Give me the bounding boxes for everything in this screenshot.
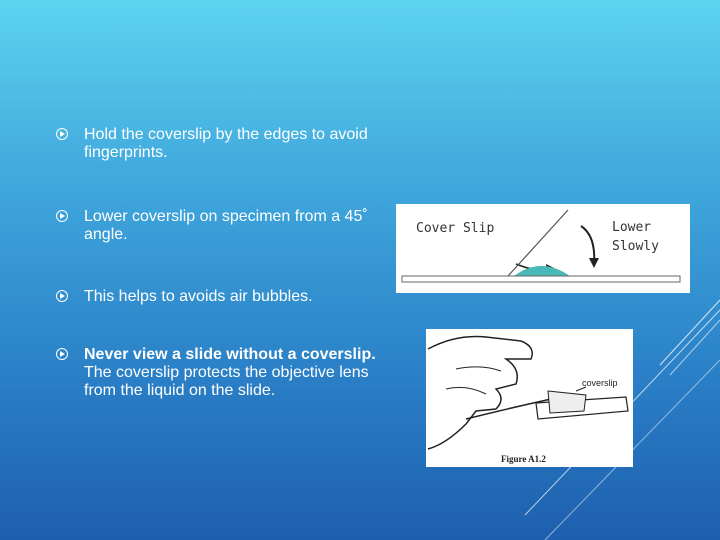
coverslip-angle-figure: [396, 204, 690, 293]
cover-slip-label: Cover Slip: [416, 221, 495, 236]
bullet-arrow-icon: [56, 210, 68, 222]
bullet-item: [56, 126, 386, 162]
bullet-item: [56, 288, 313, 306]
bullet-item: [56, 346, 386, 400]
coverslip-label: coverslip: [582, 378, 618, 388]
bullet-text: Lower coverslip on specimen from a 45˚ angle.: [84, 208, 368, 243]
slowly-label: Slowly: [612, 239, 659, 254]
bullet-text: This helps to avoids air bubbles.: [84, 288, 313, 305]
bullet-arrow-icon: [56, 128, 68, 140]
coverslip-hand-drawing: [426, 329, 633, 467]
bullet-item: [56, 208, 386, 244]
bullet-text: The coverslip protects the objective lens from the liquid on the slide.: [84, 364, 369, 399]
bullet-bold-text: Never view a slide without a coverslip.: [84, 346, 376, 363]
bullet-arrow-icon: [56, 348, 68, 360]
figure-caption: Figure A1.2: [501, 454, 546, 464]
coverslip-hand-figure: [426, 329, 633, 467]
coverslip-angle-diagram: [396, 204, 690, 293]
bullet-arrow-icon: [56, 290, 68, 302]
lower-label: Lower: [612, 220, 652, 235]
bullet-text: Hold the coverslip by the edges to avoid fingerprints.: [84, 126, 368, 161]
